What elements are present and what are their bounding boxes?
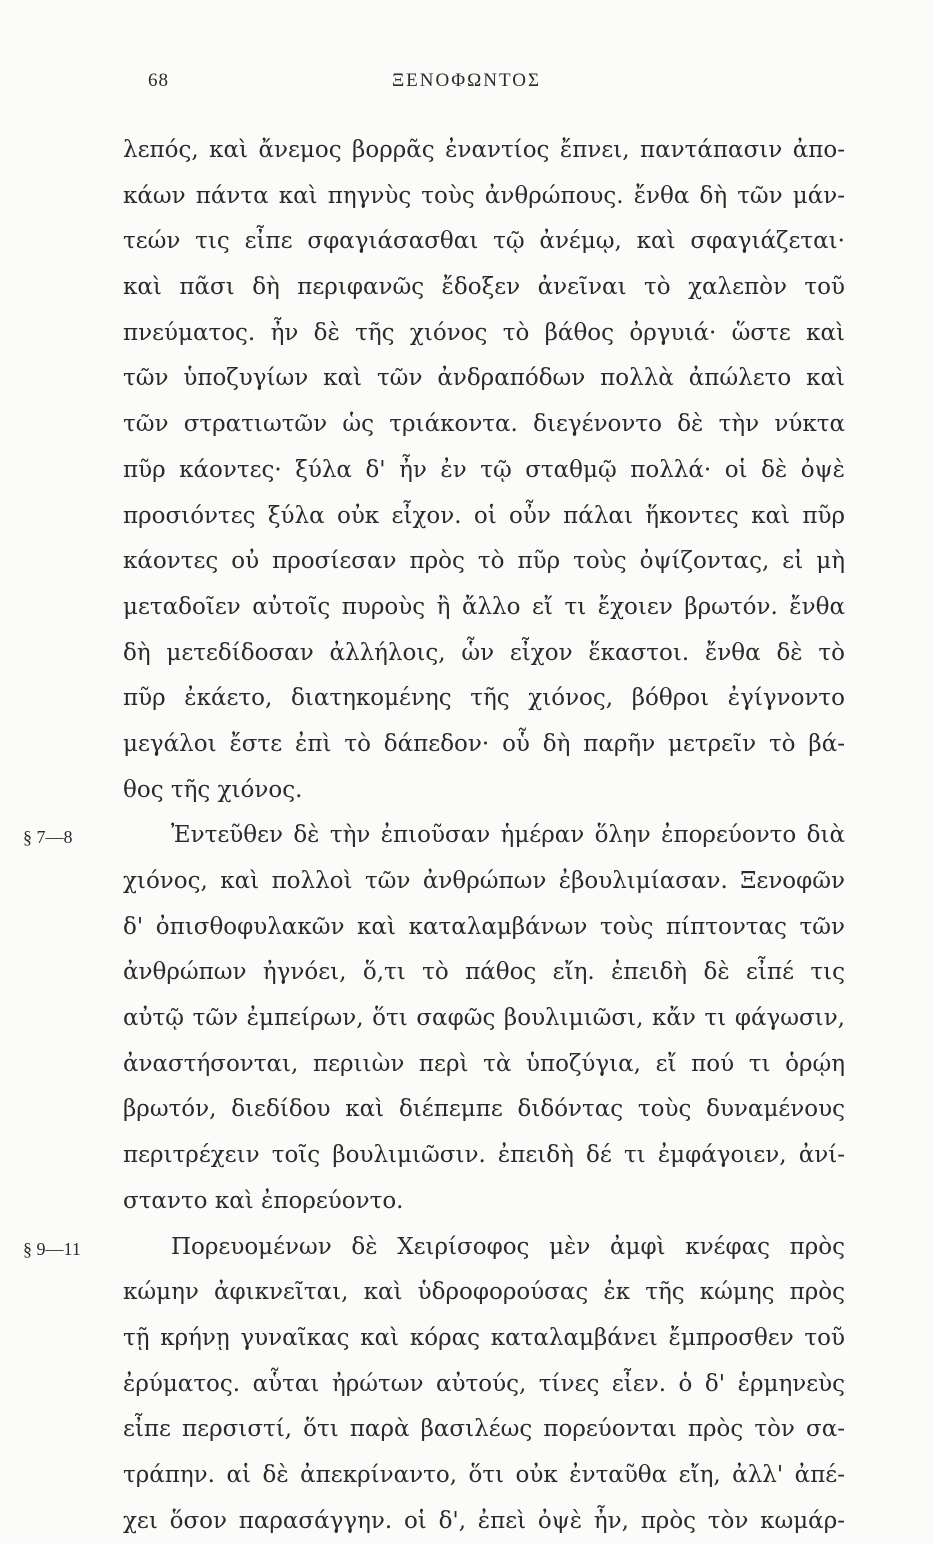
text-line bbox=[123, 585, 845, 631]
text-line bbox=[123, 402, 845, 448]
line-text: κάοντες οὐ προσίεσαν πρὸς τὸ πῦρ τοὺς ὀψίζοντας, εἰ μὴ bbox=[123, 548, 845, 575]
line-text: θος τῆς χιόνος. bbox=[123, 776, 303, 803]
text-line bbox=[23, 813, 845, 859]
line-text: χει ὅσον παρασάγγην. οἱ δ', ἐπεὶ ὀψὲ ἦν, πρὸς τὸν κωμάρ- bbox=[123, 1507, 845, 1534]
text-line bbox=[23, 1225, 845, 1271]
running-head: ΞΕΝΟΦΩΝΤΟΣ bbox=[391, 70, 542, 91]
text-line bbox=[123, 539, 845, 585]
page-number: 68 bbox=[148, 70, 169, 91]
text-line bbox=[123, 494, 845, 540]
line-text: τράπην. αἱ δὲ ἀπεκρίναντο, ὅτι οὐκ ἐνταῦθα εἴη, ἀλλ' ἀπέ- bbox=[123, 1461, 845, 1488]
text-line bbox=[123, 128, 845, 174]
text-line bbox=[123, 996, 845, 1042]
line-text: κώμην ἀφικνεῖται, καὶ ὑδροφορούσας ἐκ τῆς κώμης πρὸς bbox=[123, 1279, 845, 1306]
line-text: χιόνος, καὶ πολλοὶ τῶν ἀνθρώπων ἐβουλιμίασαν. Ξενοφῶν bbox=[123, 868, 845, 894]
text-line bbox=[123, 950, 845, 996]
text-line bbox=[123, 768, 845, 814]
line-text: τεών τις εἶπε σφαγιάσασθαι τῷ ἀνέμῳ, καὶ σφαγιάζεται· bbox=[123, 228, 845, 255]
text-line bbox=[123, 311, 845, 357]
text-line bbox=[123, 631, 845, 677]
line-text: περιτρέχειν τοῖς βουλιμιῶσιν. ἐπειδὴ δέ τι ἐμφάγοιεν, ἀνί- bbox=[123, 1142, 845, 1169]
line-text: αὐτῷ τῶν ἐμπείρων, ὅτι σαφῶς βουλιμιῶσι, κἄν τι φάγωσιν, bbox=[123, 1005, 845, 1032]
text-line bbox=[123, 1407, 845, 1453]
line-text: τῇ κρήνῃ γυναῖκας καὶ κόρας καταλαμβάνει ἔμπροσθεν τοῦ bbox=[123, 1324, 845, 1351]
text-line bbox=[123, 1453, 845, 1499]
line-text: μεγάλοι ἔστε ἐπὶ τὸ δάπεδον· οὗ δὴ παρῆν μετρεῖν τὸ βά- bbox=[123, 730, 845, 757]
line-text: κάων πάντα καὶ πηγνὺς τοὺς ἀνθρώπους. ἔνθα δὴ τῶν μάν- bbox=[123, 182, 845, 209]
text-line bbox=[123, 676, 845, 722]
page-header bbox=[0, 70, 933, 100]
line-text: πνεύματος. ἦν δὲ τῆς χιόνος τὸ βάθος ὀργυιά· ὥστε καὶ bbox=[123, 319, 845, 346]
line-text: πῦρ κάοντες· ξύλα δ' ἦν ἐν τῷ σταθμῷ πολλά· οἱ δὲ ὀψὲ bbox=[123, 456, 845, 483]
line-text: ἀνθρώπων ἠγνόει, ὅ,τι τὸ πάθος εἴη. ἐπειδὴ δὲ εἶπέ τις bbox=[123, 959, 845, 986]
line-text: μεταδοῖεν αὐτοῖς πυροὺς ἢ ἄλλο εἴ τι ἔχοιεν βρωτόν. ἔνθα bbox=[123, 593, 845, 620]
text-line bbox=[123, 1087, 845, 1133]
line-text: προσιόντες ξύλα οὐκ εἶχον. οἱ οὖν πάλαι ἥκοντες καὶ πῦρ bbox=[123, 502, 845, 529]
section-ref: § 9—11 bbox=[23, 1238, 81, 1259]
text-line bbox=[123, 1316, 845, 1362]
line-text: σταντο καὶ ἐπορεύοντο. bbox=[123, 1187, 404, 1214]
text-line bbox=[123, 1499, 845, 1544]
line-text: εἶπε περσιστί, ὅτι παρὰ βασιλέως πορεύονται πρὸς τὸν σα- bbox=[123, 1416, 845, 1443]
line-text: πῦρ ἐκάετο, διατηκομένης τῆς χιόνος, βόθροι ἐγίγνοντο bbox=[123, 685, 845, 712]
text-line bbox=[123, 1362, 845, 1408]
body-text bbox=[23, 128, 845, 1544]
line-text: βρωτόν, διεδίδου καὶ διέπεμπε διδόντας τοὺς δυναμένους bbox=[123, 1096, 845, 1123]
line-text: Πορευομένων δὲ Χειρίσοφος μὲν ἀμφὶ κνέφας πρὸς bbox=[171, 1233, 845, 1260]
text-line bbox=[123, 356, 845, 402]
line-text: λεπός, καὶ ἄνεμος βορρᾶς ἐναντίος ἔπνει, παντάπασιν ἀπο- bbox=[123, 137, 845, 163]
line-text: τῶν ὑποζυγίων καὶ τῶν ἀνδραπόδων πολλὰ ἀπώλετο καὶ bbox=[123, 365, 845, 392]
text-line bbox=[123, 722, 845, 768]
text-line bbox=[123, 174, 845, 220]
text-line bbox=[123, 1270, 845, 1316]
line-text: δ' ὀπισθοφυλακῶν καὶ καταλαμβάνων τοὺς πίπτοντας τῶν bbox=[123, 913, 845, 940]
text-line bbox=[123, 905, 845, 951]
text-line bbox=[123, 859, 845, 905]
line-text: καὶ πᾶσι δὴ περιφανῶς ἔδοξεν ἀνεῖναι τὸ χαλεπὸν τοῦ bbox=[123, 274, 845, 301]
line-text: ἀναστήσονται, περιιὼν περὶ τὰ ὑποζύγια, εἴ πού τι ὁρῴη bbox=[123, 1050, 845, 1077]
text-line bbox=[123, 448, 845, 494]
text-line bbox=[123, 1042, 845, 1088]
text-line bbox=[123, 1133, 845, 1179]
line-text: Ἐντεῦθεν δὲ τὴν ἐπιοῦσαν ἡμέραν ὅλην ἐπορεύοντο διὰ bbox=[171, 822, 845, 849]
line-text: δὴ μετεδίδοσαν ἀλλήλοις, ὧν εἶχον ἕκαστοι. ἔνθα δὲ τὸ bbox=[123, 639, 845, 666]
line-text: ἐρύματος. αὗται ἠρώτων αὐτούς, τίνες εἶεν. ὁ δ' ἑρμηνεὺς bbox=[123, 1370, 845, 1397]
text-line bbox=[123, 1179, 845, 1225]
section-ref: § 7—8 bbox=[23, 827, 73, 848]
text-line bbox=[123, 219, 845, 265]
text-line bbox=[123, 265, 845, 311]
line-text: τῶν στρατιωτῶν ὡς τριάκοντα. διεγένοντο δὲ τὴν νύκτα bbox=[123, 411, 845, 438]
